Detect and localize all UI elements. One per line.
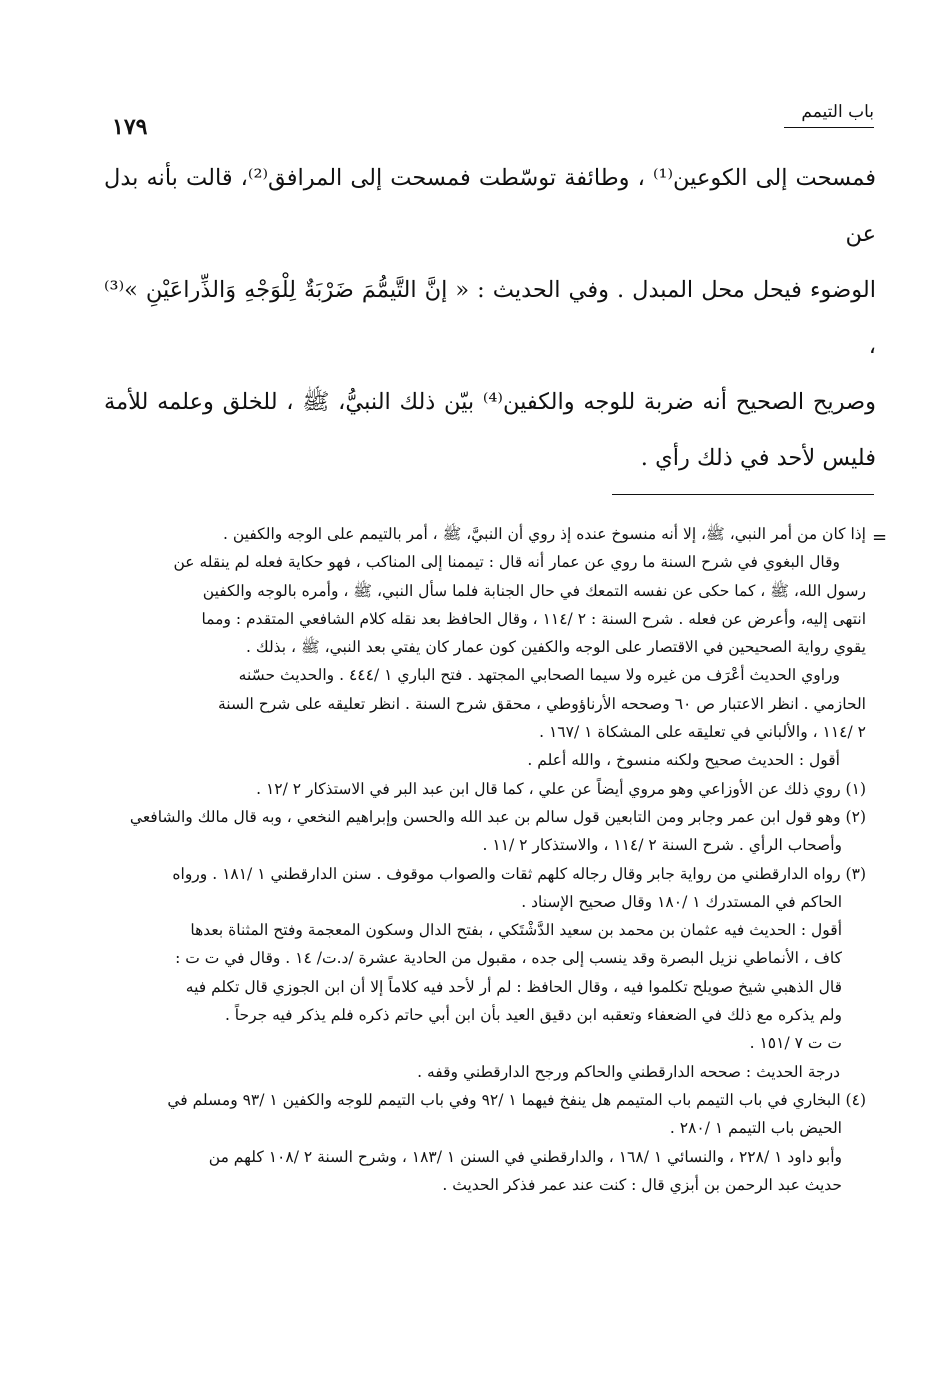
footnote-line: انتهى إليه، وأعرض عن فعله . شرح السنة : ٢ /١١٤ ، وقال الحافظ بعد نقله كلام الشافعي المتقدم : ومما [201,609,866,628]
footnote-line: درجة الحديث : صححه الدارقطني والحاكم ورجح الدارقطني وقفه . [417,1062,840,1081]
main-line: فليس لأحد في ذلك رأي . [640,445,876,471]
footnote-line: الحيض باب التيمم ١ /٢٨٠ . [669,1119,842,1138]
footnote-line: (٢) وهو قول ابن عمر وجابر ومن التابعين قول سالم بن عبد الله والحسن وإبراهيم النخعي ، وبه قال مالك والشافعي [129,807,866,826]
page-header [112,100,874,140]
main-paragraph [104,150,876,486]
footnotes [98,520,866,1199]
header-rule [784,127,874,128]
footnote-line: الحازمي . انظر الاعتبار ص ٦٠ وصححه الأرناؤوطي ، محقق شرح السنة . انظر تعليقه على شرح السنة [218,694,866,713]
page-number: ١٧٩ [112,114,148,140]
footnote-line: حديث عبد الرحمن بن أبزي قال : كنت عند عمر فذكر الحديث . [442,1175,842,1194]
main-line: وصريح الصحيح أنه ضربة للوجه والكفين⁽⁴⁾ بيّن ذلك النبيُّ، ﷺ ، للخلق وعلمه للأمة [104,389,876,415]
running-head: باب التيمم [801,102,874,122]
main-text [104,150,876,486]
footnote-line: أقول : الحديث صحيح ولكنه منسوخ ، والله أعلم . [527,751,840,770]
footnote-line: وأبو داود ١ /٢٢٨ ، والنسائي ١ /١٦٨ ، والدارقطني في السنن ١ /١٨٣ ، وشرح السنة ٢ /١٠٨ كلهم من [208,1147,842,1166]
footnote-line: وقال البغوي في شرح السنة ما روي عن عمار أنه قال : تيممنا إلى المناكب ، فهو حكاية فعله لم ينقله عن [173,553,840,572]
main-line: الوضوء فيحل محل المبدل . وفي الحديث : « إنَّ التَّيمُّمَ ضَرْبَةٌ لِلْوَجْهِ وَالذِّراعَيْنِ »⁽³⁾ ، [104,277,876,359]
footnote-line: ولم يذكره مع ذلك في الضعفاء وتعقبه ابن دقيق العيد بأن ابن أبي حاتم ذكره فلم يذكر فيه جرحاً . [224,1006,842,1025]
footnote-line: يقوي رواية الصحيحين في الاقتصار على الوجه والكفين كون عمار كان يفتي بعد النبي، ﷺ ، بذلك . [246,638,866,657]
footnote-line: قال الذهبي شيخ صويلح تكلموا فيه ، وقال الحافظ : لم أر لأحد فيه كلاماً إلا أن ابن الجوزي قال تكلم فيه [185,977,842,996]
main-line: فمسحت إلى الكوعين⁽¹⁾ ، وطائفة توسّطت فمسحت إلى المرافق⁽²⁾، قالت بأنه بدل عن [104,165,876,247]
footnote-line: إذا كان من أمر النبي، ﷺ، إلا أنه منسوخ عنده إذ روي أن النبيَّ، ﷺ ، أمر بالتيمم على الوجه والكفين . [223,525,866,543]
footnote-separator [612,494,874,495]
footnote-line: الحاكم في المستدرك ١ /١٨٠ وقال صحيح الإسناد . [521,892,842,911]
footnote-line: ٢ /١١٤ ، والألباني في تعليقه على المشكاة ١ /١٦٧ . [539,723,866,742]
footnote-line: ت ت ٧ /١٥١ . [749,1034,842,1053]
footnote-line: (١) روي ذلك عن الأوزاعي وهو مروي أيضاً عن علي ، كما قال ابن عبد البر في الاستذكار ٢ /١٢ . [256,779,866,798]
footnote-line: وأصحاب الرأي . شرح السنة ٢ /١١٤ ، والاستذكار ٢ /١١ . [482,836,842,855]
footnote-line: كاف ، الأنماطي نزيل البصرة وقد ينسب إلى جده ، مقبول من الحادية عشرة /د.ت/ ١٤ . وقال في ت ت : [175,949,842,968]
footnote-line: (٤) البخاري في باب التيمم باب المتيمم هل ينفخ فيهما ١ /٩٢ وفي باب التيمم للوجه والكفين ١ /٩٣ ومسلم في [167,1090,866,1109]
footnote-line: رسول الله، ﷺ ، كما حكى عن نفسه التمعك في حال الجنابة فلما سأل النبي، ﷺ ، وأمره بالوجه والكفين [202,581,866,600]
footnote-line: (٣) رواه الدارقطني من رواية جابر وقال رجاله كلهم ثقات والصواب موقوف . سنن الدارقطني ١ /١٨١ . ورواه [172,864,866,883]
footnote-line: أقول : الحديث فيه عثمان بن محمد بن سعيد الدَّشْتَكي ، بفتح الدال وسكون المعجمة وفتح المثناة بعدها [190,921,842,940]
continuation-mark: = [872,527,888,548]
footnote-line: وراوي الحديث أعْرَف من غيره ولا سيما الصحابي المجتهد . فتح الباري ١ /٤٤٤ . والحديث حسّنه [238,666,840,685]
